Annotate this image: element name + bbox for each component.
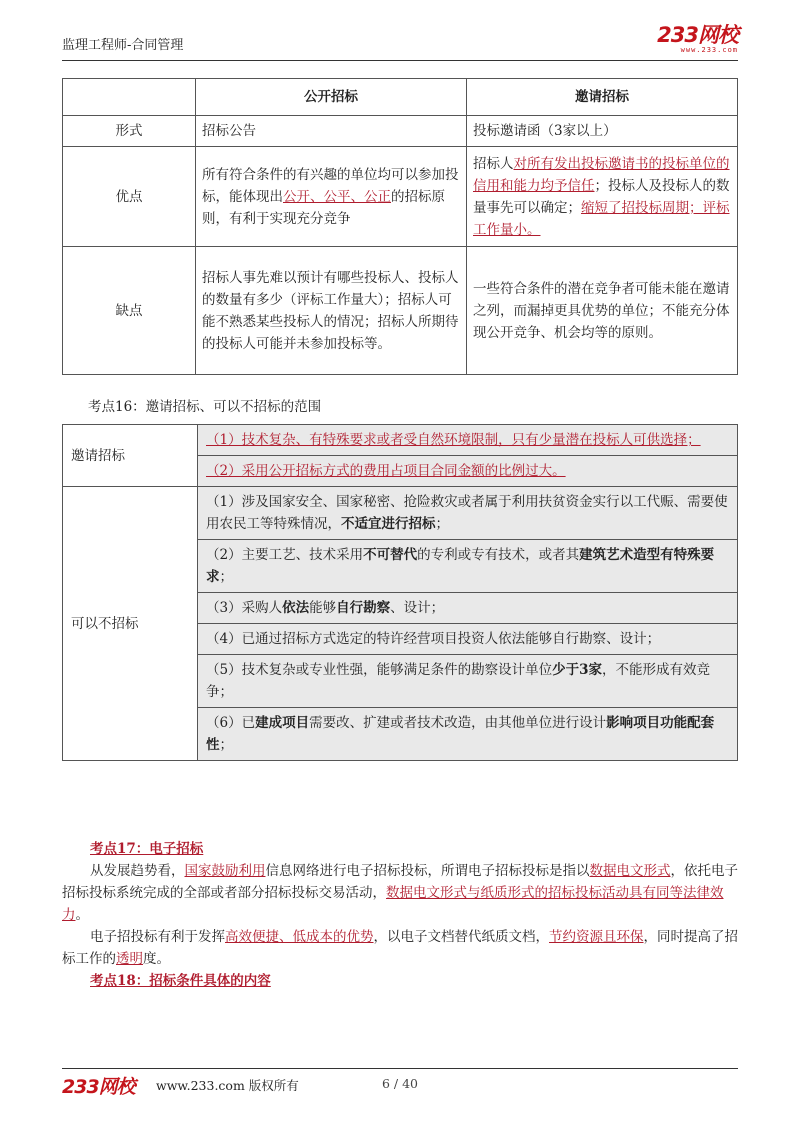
highlight-text: 节约资源且环保 xyxy=(549,929,644,945)
table-row xyxy=(63,487,738,540)
text: ； xyxy=(435,516,449,532)
kp17-title-wrap xyxy=(62,838,738,860)
table-row-cons xyxy=(63,247,738,375)
doc-title: 监理工程师-合同管理 xyxy=(62,38,184,53)
invite-item-1 xyxy=(198,425,738,456)
text: ，不能形成有效竞争； xyxy=(206,662,710,700)
logo-text: 233网校 xyxy=(657,23,738,47)
text: 招标人 xyxy=(473,155,514,172)
text: 电子招投标有利于发挥 xyxy=(90,929,225,945)
table-header-row xyxy=(63,79,738,116)
table-row xyxy=(63,425,738,456)
highlight-text: 缩短了招投标周期；评标工作量小。 xyxy=(473,199,730,238)
bold-text: 影响项目功能配套性 xyxy=(206,715,715,753)
text: 度。 xyxy=(143,951,170,967)
cell-invite-form: 投标邀请函（3家以上） xyxy=(467,116,738,147)
row-label-invite: 邀请招标 xyxy=(63,425,198,487)
text: （6）已 xyxy=(206,715,256,731)
row-label-no-bid: 可以不招标 xyxy=(63,487,198,761)
text: 需要改、扩建或者技术改造，由其他单位进行设计 xyxy=(309,715,607,731)
text: （2）主要工艺、技术采用 xyxy=(206,547,364,563)
copyright-text: www.233.com 版权所有 xyxy=(156,1078,299,1093)
no-bid-item-2 xyxy=(198,540,738,593)
text: ，依托电子招标投标系统完成的全部或者部分招标投标交易活动， xyxy=(62,863,738,901)
logo-url: www.233.com xyxy=(680,46,738,54)
no-bid-item-3 xyxy=(198,593,738,624)
brand-logo xyxy=(657,24,738,54)
text: （3）采购人 xyxy=(206,600,283,616)
bold-text: 建筑艺术造型有特殊要求 xyxy=(206,547,715,585)
table-row-form xyxy=(63,116,738,147)
row-label-pros: 优点 xyxy=(63,147,196,247)
text: 的专利或专有技术，或者其 xyxy=(417,547,580,563)
text: 能够 xyxy=(309,600,337,616)
cell-invite-cons: 一些符合条件的潜在竞争者可能未能在邀请之列，而漏掉更具优势的单位；不能充分体现公开竞争、机会均等的原则。 xyxy=(467,247,738,375)
highlight-text: 数据电文形式 xyxy=(589,863,671,879)
highlight-text: （1）技术复杂、有特殊要求或者受自然环境限制，只有少量潜在投标人可供选择； xyxy=(206,432,701,448)
footer-logo: 233网校 xyxy=(62,1076,135,1098)
comparison-table xyxy=(62,78,738,375)
page-number: 6 / 40 xyxy=(381,1076,419,1091)
page-header xyxy=(62,23,738,61)
no-bid-item-4: （4）已通过招标方式选定的特许经营项目投资人依法能够自行勘察、设计； xyxy=(198,624,738,655)
text: ，以电子文档替代纸质文档， xyxy=(373,929,549,945)
row-label-cons: 缺点 xyxy=(63,247,196,375)
bold-text: 不可替代 xyxy=(363,547,418,563)
table-row-pros xyxy=(63,147,738,247)
bold-text: 少于3家 xyxy=(552,662,602,678)
text: 所有符合条件的有兴趣的单位均可以参加投标，能体现出 xyxy=(202,166,459,205)
page-footer xyxy=(62,1068,738,1097)
bold-text: 依法 xyxy=(282,600,310,616)
header-open-tender: 公开招标 xyxy=(196,79,467,116)
highlight-text: 数据电文形式与纸质形式的招标投标活动具有同等法律效力 xyxy=(62,885,724,923)
kp16-title: 考点16：邀请招标、可以不招标的范围 xyxy=(88,399,322,415)
text: ； xyxy=(219,569,233,585)
highlight-text: 公开、公平、公正 xyxy=(283,188,391,205)
kp18-title-wrap xyxy=(62,970,738,992)
row-label-form: 形式 xyxy=(63,116,196,147)
highlight-text: 透明 xyxy=(116,951,143,967)
cell-open-pros xyxy=(196,147,467,247)
text: 、设计； xyxy=(390,600,445,616)
cell-invite-pros xyxy=(467,147,738,247)
no-bid-item-1 xyxy=(198,487,738,540)
text: 。 xyxy=(75,907,89,923)
kp17-title: 考点17：电子招标 xyxy=(90,841,204,857)
highlight-text: 对所有发出投标邀请书的投标单位的信用和能力均予信任 xyxy=(473,155,730,194)
bold-text: 自行勘察 xyxy=(336,600,391,616)
cell-open-cons: 招标人事先难以预计有哪些投标人、投标人的数量有多少（评标工作量大）；招标人可能不熟悉某些投标人的情况；招标人所期待的投标人可能并未参加投标等。 xyxy=(196,247,467,375)
highlight-text: 高效便捷、低成本的优势 xyxy=(225,929,374,945)
kp17-paragraph-2 xyxy=(62,926,738,970)
no-bid-item-5 xyxy=(198,655,738,708)
text: ，同时提高了招标工作的 xyxy=(62,929,738,967)
highlight-text: （2）采用公开招标方式的费用占项目合同金额的比例过大。 xyxy=(206,463,566,479)
text: 从发展趋势看， xyxy=(90,863,185,879)
highlight-text: 国家鼓励利用 xyxy=(184,863,266,879)
text: 信息网络进行电子招标投标，所谓电子招标投标是指以 xyxy=(265,863,590,879)
text: ； xyxy=(219,737,233,753)
header-invite-tender: 邀请招标 xyxy=(467,79,738,116)
no-bid-item-6 xyxy=(198,708,738,761)
scope-table xyxy=(62,424,738,761)
bold-text: 不适宜进行招标 xyxy=(341,516,436,532)
invite-item-2 xyxy=(198,456,738,487)
text: （1）涉及国家安全、国家秘密、抢险救灾或者属于利用扶贫资金实行以工代赈、需要使用农民工等特殊情况， xyxy=(206,494,728,532)
text: （5）技术复杂或专业性强，能够满足条件的勘察设计单位 xyxy=(206,662,553,678)
cell-open-form: 招标公告 xyxy=(196,116,467,147)
bold-text: 建成项目 xyxy=(255,715,310,731)
empty-header-cell xyxy=(63,79,196,116)
text: ；投标人及投标人的数量事先可以确定； xyxy=(473,177,730,216)
text: 的招标原则，有利于实现充分竞争 xyxy=(202,188,445,227)
kp17-paragraph-1 xyxy=(62,860,738,926)
kp17-section xyxy=(62,838,738,992)
kp18-title: 考点18：招标条件具体的内容 xyxy=(90,973,271,989)
